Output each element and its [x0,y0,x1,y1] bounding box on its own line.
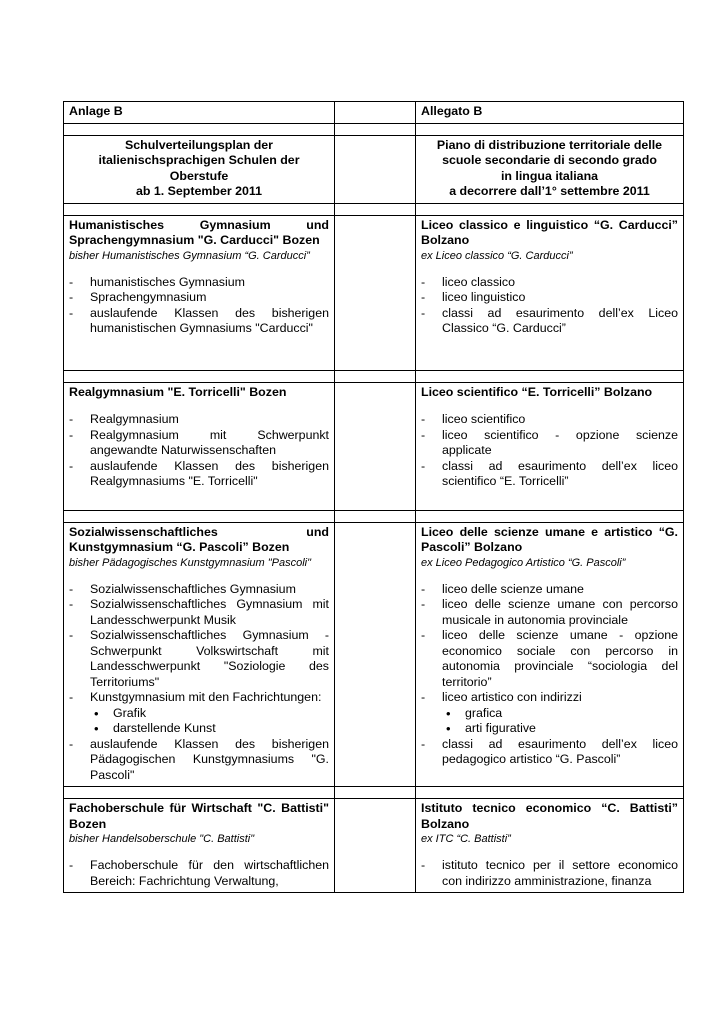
annex-label-it: Allegato B [416,102,684,124]
offer-item-text: liceo scientifico - opzione scienze applicate [442,427,678,457]
school-heading: Liceo scientifico “E. Torricelli” Bolzano [421,384,653,399]
offer-item [69,858,329,889]
offer-list [421,275,678,337]
empty-cell [335,799,416,893]
offer-item [421,275,678,291]
offer-item [69,290,329,306]
specialization-list [442,706,678,737]
offer-list [421,412,678,490]
title-row [64,135,684,203]
school-heading: Liceo classico e linguistico “G. Carducci” Bolzano [421,217,678,247]
offer-item [69,428,329,459]
offer-item-text: Realgymnasium mit Schwerpunkt angewandte Naturwissenschaften [90,427,329,457]
school-cell-de [64,522,335,787]
spacer-row [64,510,684,522]
offer-item [421,737,678,768]
school-heading: Sozialwissenschaftliches und Kunstgymnasium “G. Pascoli” Bozen [69,524,329,554]
former-school-name: ex Liceo classico “G. Carducci” [421,249,573,262]
school-cell-de [64,215,335,370]
offer-item [421,412,678,428]
school-cell-de [64,382,335,510]
school-cell-it [416,382,684,510]
title-line: a decorrere dall’1° settembre 2011 [449,184,650,198]
annex-label-de: Anlage B [64,102,335,124]
offer-item-text: auslaufende Klassen des bisherigen Realgymnasiums "E. Torricelli" [90,458,329,488]
offer-item-text: liceo scientifico [442,412,526,426]
specialization-item: • Grafik [92,706,329,722]
title-line: scuole secondarie di secondo grado [442,153,657,167]
offer-list [69,412,329,490]
offer-list [69,582,329,784]
offer-item-text: humanistisches Gymnasium [90,274,245,289]
spacer-row [64,123,684,135]
offer-item [421,597,678,628]
title-line: Schulverteilungsplan der [124,137,274,152]
offer-item-text: Sozialwissenschaftliches Gymnasium mit Landesschwerpunkt Musik [90,597,329,627]
offer-item-text: liceo delle scienze umane - opzione economico sociale con percorso in autonomia provinciale “sociologia del territorio” [442,628,678,689]
spacer-row [64,787,684,799]
offer-item-text: auslaufende Klassen des bisherigen humanistischen Gymnasiums "Carducci" [90,305,329,335]
school-row [64,522,684,787]
school-cell-de [64,799,335,893]
spacer-row [64,203,684,215]
offer-item [69,275,329,291]
offer-list [69,275,329,337]
specialization-item: • arti figurative [444,721,678,737]
offer-item [69,582,329,598]
title-de [64,135,335,203]
title-line: ab 1. September 2011 [135,184,263,198]
school-cell-it [416,215,684,370]
school-row [64,215,684,370]
school-row [64,799,684,893]
empty-cell [335,215,416,370]
offer-item-text: liceo linguistico [442,290,526,304]
empty-cell [335,382,416,510]
offer-list [69,858,329,889]
offer-item [69,597,329,628]
title-line: in lingua italiana [500,168,599,183]
offer-item [421,690,678,737]
school-heading: Humanistisches Gymnasium und Sprachengymnasium "G. Carducci" Bozen [69,217,329,247]
former-school-name: ex Liceo Pedagogico Artistico “G. Pascoli” [421,556,626,569]
offer-list [421,858,678,889]
offer-item-text: liceo artistico con indirizzi [442,690,582,704]
offer-item-text: Sprachengymnasium [90,290,207,304]
offer-item-text: classi ad esaurimento dell’ex liceo pedagogico artistico “G. Pascoli” [442,736,678,766]
offer-item-text: istituto tecnico per il settore economico con indirizzo amministrazione, finanza [442,858,678,888]
school-heading: Fachoberschule für Wirtschaft "C. Battisti" Bozen [69,801,329,831]
offer-item-text: liceo classico [442,274,515,289]
empty-cell [335,135,416,203]
offer-item [421,459,678,490]
offer-item [69,690,329,737]
specialization-item: • darstellende Kunst [92,721,329,737]
offer-item [421,290,678,306]
offer-item-text: liceo delle scienze umane [442,581,584,596]
title-line: Piano di distribuzione territoriale delle [436,137,663,152]
former-school-name: bisher Handelsoberschule "C. Battisti" [69,833,255,845]
offer-item-text: Kunstgymnasium mit den Fachrichtungen: [90,690,322,704]
offer-item [69,737,329,784]
offer-item-text: Sozialwissenschaftliches Gymnasium - Schwerpunkt Volkswirtschaft mit Landesschwerpunkt "Soziologie des Territoriums" [90,628,329,689]
offer-item-text: classi ad esaurimento dell’ex Liceo Classico “G. Carducci” [442,305,678,335]
offer-item [69,412,329,428]
offer-item [421,628,678,690]
offer-item-text: classi ad esaurimento dell’ex liceo scientifico “E. Torricelli” [442,458,678,488]
empty-cell [335,522,416,787]
spacer-row [64,370,684,382]
school-row [64,382,684,510]
offer-item [69,459,329,490]
school-heading: Istituto tecnico economico “C. Battisti” Bolzano [421,801,678,831]
offer-item-text: Sozialwissenschaftliches Gymnasium [90,581,296,596]
offer-list [421,582,678,768]
header-row [64,102,684,124]
offer-item-text: Realgymnasium [90,412,179,426]
distribution-table [63,101,684,893]
school-cell-it [416,522,684,787]
former-school-name: bisher Pädagogisches Kunstgymnasium "Pascoli" [69,556,311,569]
offer-item [69,306,329,337]
school-heading: Liceo delle scienze umane e artistico “G. Pascoli” Bolzano [421,524,678,554]
empty-cell [335,102,416,124]
school-cell-it [416,799,684,893]
offer-item [421,306,678,337]
title-line: italienischsprachigen Schulen der [98,153,300,167]
offer-item [69,628,329,690]
school-heading: Realgymnasium "E. Torricelli" Bozen [69,384,287,399]
offer-item-text: auslaufende Klassen des bisherigen Pädagogischen Kunstgymnasiums "G. Pascoli" [90,736,329,782]
specialization-list [90,706,329,737]
offer-item-text: liceo delle scienze umane con percorso musicale in autonomia provinciale [442,597,678,627]
former-school-name: ex ITC “C. Battisti” [421,833,511,845]
offer-item [421,428,678,459]
title-it [416,135,684,203]
title-line: Oberstufe [169,168,229,183]
former-school-name: bisher Humanistisches Gymnasium “G. Carducci” [69,249,310,262]
offer-item-text: Fachoberschule für den wirtschaftlichen Bereich: Fachrichtung Verwaltung, [90,858,329,888]
offer-item [421,582,678,598]
specialization-item: • grafica [444,706,678,722]
offer-item [421,858,678,889]
